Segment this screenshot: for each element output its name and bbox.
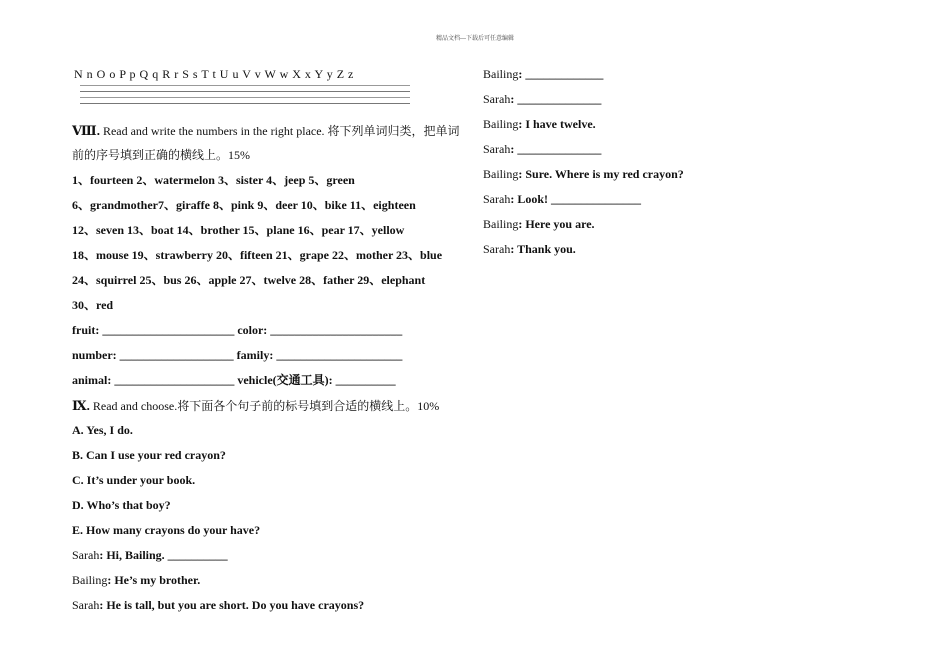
handwriting-rules [80, 85, 410, 120]
category-fruit-color: fruit: ______________________ color: ______________________ [72, 323, 403, 337]
section8-instruction: Read and write the numbers in the right place. 将下列单词归类，把单词 [99, 124, 460, 138]
dialogue-line [483, 139, 783, 164]
rule-line [80, 97, 410, 98]
utterance: : ______________ [510, 142, 602, 156]
option-d: D. Who’s that boy? [72, 498, 171, 512]
rule-line [80, 85, 410, 86]
speaker: Sarah [72, 598, 100, 612]
dialogue-line [483, 89, 783, 114]
utterance: : He is tall, but you are short. Do you have crayons? [99, 598, 365, 612]
word-list-line: 12、seven 13、boat 14、brother 15、plane 16、pear 17、yellow [72, 223, 405, 237]
dialogue-line [483, 114, 783, 139]
dialogue-line [483, 164, 783, 189]
utterance: : Look! _______________ [510, 192, 641, 206]
utterance: : Sure. Where is my red crayon? [518, 167, 684, 181]
utterance: : He’s my brother. [107, 573, 201, 587]
speaker: Bailing [483, 67, 519, 81]
utterance: : I have twelve. [518, 117, 596, 131]
speaker: Sarah [72, 548, 100, 562]
rule-line [80, 103, 410, 104]
speaker: Bailing [483, 217, 519, 231]
section8-heading [72, 120, 472, 145]
word-list-line: 30、red [72, 298, 114, 312]
utterance: : _____________ [518, 67, 604, 81]
word-list-line: 24、squirrel 25、bus 26、apple 27、twelve 28、father 29、elephant [72, 273, 426, 287]
page-header: 精品文档---下载后可任意编辑 [436, 36, 514, 42]
speaker: Bailing [483, 167, 519, 181]
dialogue-line [72, 545, 472, 570]
word-list-line: 18、mouse 19、strawberry 20、fifteen 21、grape 22、mother 23、blue [72, 248, 443, 262]
speaker: Sarah [483, 242, 511, 256]
section8-numeral: Ⅷ. [72, 123, 100, 138]
right-column [483, 64, 783, 264]
word-list-line: 6、grandmother7、giraffe 8、pink 9、deer 10、bike 11、eighteen [72, 198, 416, 212]
rule-line [80, 91, 410, 92]
section9-numeral: Ⅸ. [72, 398, 90, 413]
speaker: Sarah [483, 92, 511, 106]
dialogue-line [483, 189, 783, 214]
dialogue-line [72, 570, 472, 595]
word-list-line: 1、fourteen 2、watermelon 3、sister 4、jeep 5、green [72, 173, 355, 187]
utterance: : ______________ [510, 92, 602, 106]
utterance: : Here you are. [518, 217, 595, 231]
left-column [72, 64, 472, 620]
option-a: A. Yes, I do. [72, 423, 133, 437]
speaker: Sarah [483, 142, 511, 156]
option-e: E. How many crayons do your have? [72, 523, 261, 537]
category-number-family: number: ___________________ family: _____________________ [72, 348, 403, 362]
dialogue-line [483, 239, 783, 264]
dialogue-line [483, 64, 783, 89]
section8-instruction-cont: 前的序号填到正确的横线上。15% [72, 148, 250, 162]
dialogue-line [72, 595, 472, 620]
section9-heading [72, 395, 472, 420]
speaker: Sarah [483, 192, 511, 206]
utterance: : Thank you. [510, 242, 576, 256]
category-animal-vehicle: animal: ____________________ vehicle(交通工具): __________ [72, 373, 396, 387]
alphabet-line: N n O o P p Q q R r S s T t U u V v W w X x Y y Z z [74, 67, 354, 81]
speaker: Bailing [483, 117, 519, 131]
speaker: Bailing [72, 573, 108, 587]
utterance: : Hi, Bailing. __________ [99, 548, 228, 562]
option-b: B. Can I use your red crayon? [72, 448, 226, 462]
section9-instruction: Read and choose.将下面各个句子前的标号填到合适的横线上。10% [89, 399, 440, 413]
dialogue-line [483, 214, 783, 239]
option-c: C. It’s under your book. [72, 473, 196, 487]
